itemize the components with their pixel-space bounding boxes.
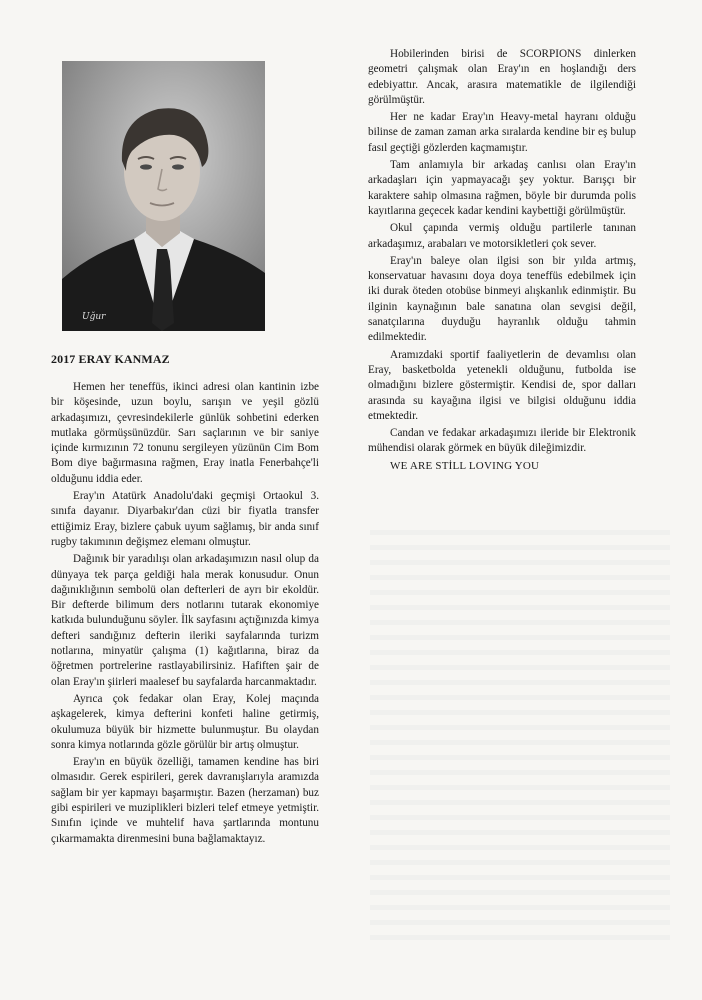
- paragraph: Ayrıca çok fedakar olan Eray, Kolej maçında aşkagelerek, kimya defterini konfeti haline getirmiş, okulumuza büyük bir hizmette bulunmuştur. Bu olaydan sonra kimya notlarında gözle görülür bir artış olmuştur.: [51, 692, 319, 751]
- show-through-texture: [370, 520, 670, 950]
- portrait-illustration: [62, 61, 265, 331]
- paragraph: Dağınık bir yaradılışı olan arkadaşımızın nasıl olup da dünyaya tek parça geldiği hala merak konusudur. Onun dağınıklığının sembolü olan defterleri de ayrı bir ekoldür. Bir defterde bilimum ders notlarını tutarak ekonomiye katkıda bulunduğunu söyler. İlk sayfasını açtığınızda kimya defteri sandığınız defterin ileriki sayfalarında turizm notlarına, minyatür çalışma (1) kağıtlarına, biraz da öğretmen portrelerine rastlayabilirsiniz. Hafiften şair de olan Eray'ın şiirleri maalesef bu sayfalarda harcanmaktadır.: [51, 553, 319, 688]
- paragraph: Tam anlamıyla bir arkadaş canlısı olan Eray'ın arkadaşları için yapmayacağı şey yoktur. Barışçı bir karaktere sahip olmasına rağmen, böyle bir durumda polis kayıtlarına geçecek kadar kendini kaybettiği görülmüştür.: [368, 159, 636, 217]
- right-text-column: [368, 47, 636, 476]
- paragraph: Hemen her teneffüs, ikinci adresi olan kantinin izbe bir köşesinde, uzun boylu, sarışın ve yeşil gözlü arkadaşımızı, çevresindekilerle günlük sohbetini ederken mutlaka görmüşsünüzdür. Sarı saçlarının ve bir saniye içinde kırmızının 72 tonunu sergileyen yüzünün Cim Bom Bom diye bağırmasına rağmen, Eray inatla Fenerbahçe'li olduğunu iddia eder.: [51, 381, 319, 485]
- paragraph: Eray'ın Atatürk Anadolu'daki geçmişi Ortaokul 3. sınıfa dayanır. Diyarbakır'dan cüzi bir fiyatla transfer ettiğimiz Eray, bizlere çabuk uyum sağlamış, bir anda sınıf rugby takımının değişmez elemanı olmuştur.: [51, 490, 319, 548]
- paragraph: Her ne kadar Eray'ın Heavy-metal hayranı olduğu bilinse de zaman zaman arka sıralarda kendine bir eş bulup fasıl geçtiği gözlerden kaçmamıştır.: [368, 111, 636, 154]
- paragraph: Aramızdaki sportif faaliyetlerin de devamlısı olan Eray, basketbolda yetenekli olduğunu, futbolda ise olmadığını bizlere göstermiştir. Kendisi de, spor dalları arasında su kayağına ilgisi ve bilgisi olduğunu iddia etmektedir.: [368, 348, 636, 422]
- photographer-signature: Uğur: [82, 312, 106, 322]
- paragraph: Eray'ın baleye olan ilgisi son bir yılda artmış, konservatuar havasını doya doya teneffüs edebilmek için iki durak öteden otobüse binmeyi alışkanlık edinmiştir. Bu ilginin kaynağının bale sanatına olan sevgisi değil, sanatçılarına duyduğu hayranlık olduğu tahmin edilmektedir.: [368, 254, 636, 344]
- left-text-column: [51, 380, 319, 849]
- paragraph: Candan ve fedakar arkadaşımızı ileride bir Elektronik mühendisi olarak görmek en büyük dileğimizdir.: [368, 427, 636, 455]
- student-name-heading: 2017 ERAY KANMAZ: [51, 352, 170, 366]
- paragraph: Hobilerinden birisi de SCORPIONS dinlerken geometri çalışmak olan Eray'ın en hoşlandığı ders edebiyattır. Ancak, arasıra matematikle de ilgilendiği görülmüştür.: [368, 48, 636, 106]
- portrait-photo: [62, 61, 265, 331]
- paragraph: Okul çapında vermiş olduğu partilerle tanınan arkadaşımız, arabaları ve motorsikletleri çok sever.: [368, 222, 636, 250]
- paragraph: Eray'ın en büyük özelliği, tamamen kendine has biri olmasıdır. Gerek espirileri, gerek davranışlarıyla aramızda sağlam bir yer kapmayı başarmıştır. Bazen (herzaman) buz gibi espirileri ve muziplikleri bizleri telef etmeye yetmiştir. Sınıfın içinde ve muhtelif hava şartlarında montunu çıkarmamakta direnmesini buna bağlamaktayız.: [51, 756, 319, 845]
- closing-line: WE ARE STİLL LOVING YOU: [390, 459, 540, 472]
